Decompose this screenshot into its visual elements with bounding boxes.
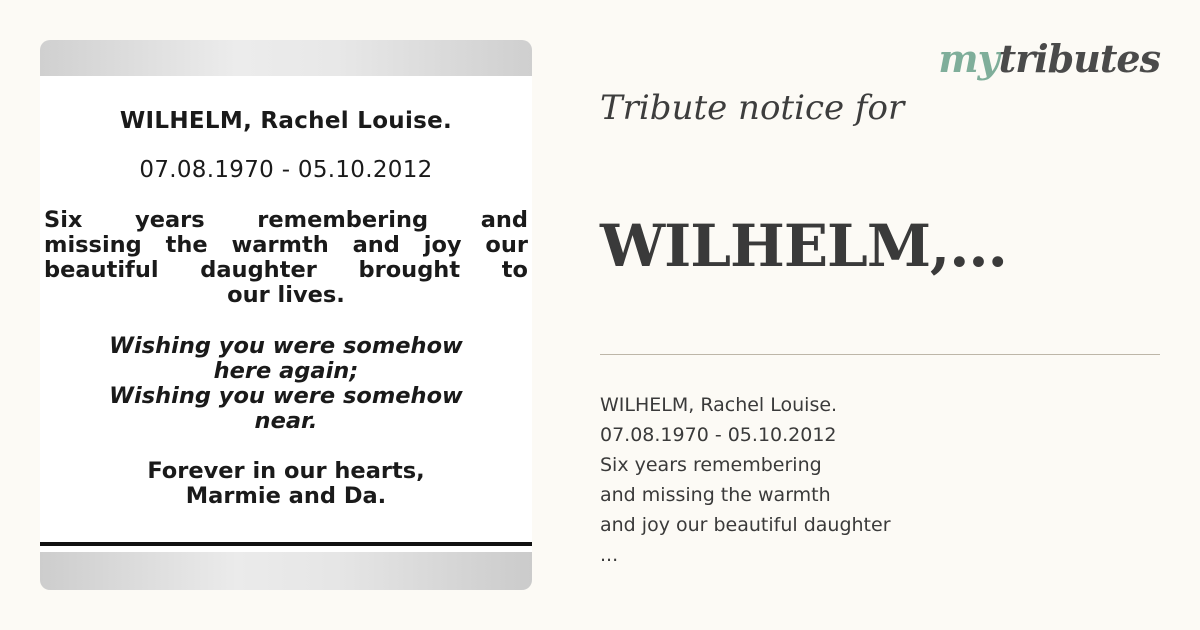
- notice-signoff: [40, 459, 532, 509]
- notice-poem-line: Wishing you were somehow: [109, 383, 463, 409]
- tribute-heading: Tribute notice for: [600, 88, 905, 128]
- notice-name: WILHELM, Rachel Louise.: [119, 108, 453, 134]
- brand-logo-part-my: my: [938, 36, 999, 81]
- brand-logo[interactable]: [938, 36, 1160, 81]
- notice-signoff-line: Marmie and Da.: [185, 483, 387, 509]
- divider: [600, 354, 1160, 355]
- excerpt-line: 07.08.1970 - 05.10.2012: [600, 424, 837, 446]
- image-shadow-top: [40, 40, 532, 76]
- notice-body-line: missing the warmth and joy our: [44, 232, 528, 258]
- notice-rule: [40, 542, 532, 546]
- excerpt-ellipsis: ...: [600, 544, 619, 566]
- deceased-name: WILHELM,...: [600, 212, 1007, 280]
- notice-poem-line: near.: [254, 408, 318, 434]
- excerpt-line: WILHELM, Rachel Louise.: [600, 394, 838, 416]
- image-shadow-bottom: [40, 552, 532, 590]
- excerpt-line: Six years remembering: [600, 454, 822, 476]
- notice-body-line: beautiful daughter brought to: [44, 257, 528, 283]
- notice-poem: [40, 334, 532, 434]
- notice-body-line: our lives.: [227, 282, 345, 308]
- excerpt-line: and missing the warmth: [600, 484, 831, 506]
- notice-image: [40, 40, 532, 590]
- tribute-excerpt: [600, 390, 891, 570]
- notice-poem-line: Wishing you were somehow: [109, 333, 463, 359]
- notice-body: [40, 208, 532, 308]
- notice-poem-line: here again;: [213, 358, 359, 384]
- brand-logo-part-tributes: tributes: [998, 36, 1160, 81]
- excerpt-line: and joy our beautiful daughter: [600, 514, 891, 536]
- notice-body-line: Six years remembering and: [44, 207, 528, 233]
- notice-signoff-line: Forever in our hearts,: [147, 458, 425, 484]
- notice-dates: 07.08.1970 - 05.10.2012: [139, 157, 433, 183]
